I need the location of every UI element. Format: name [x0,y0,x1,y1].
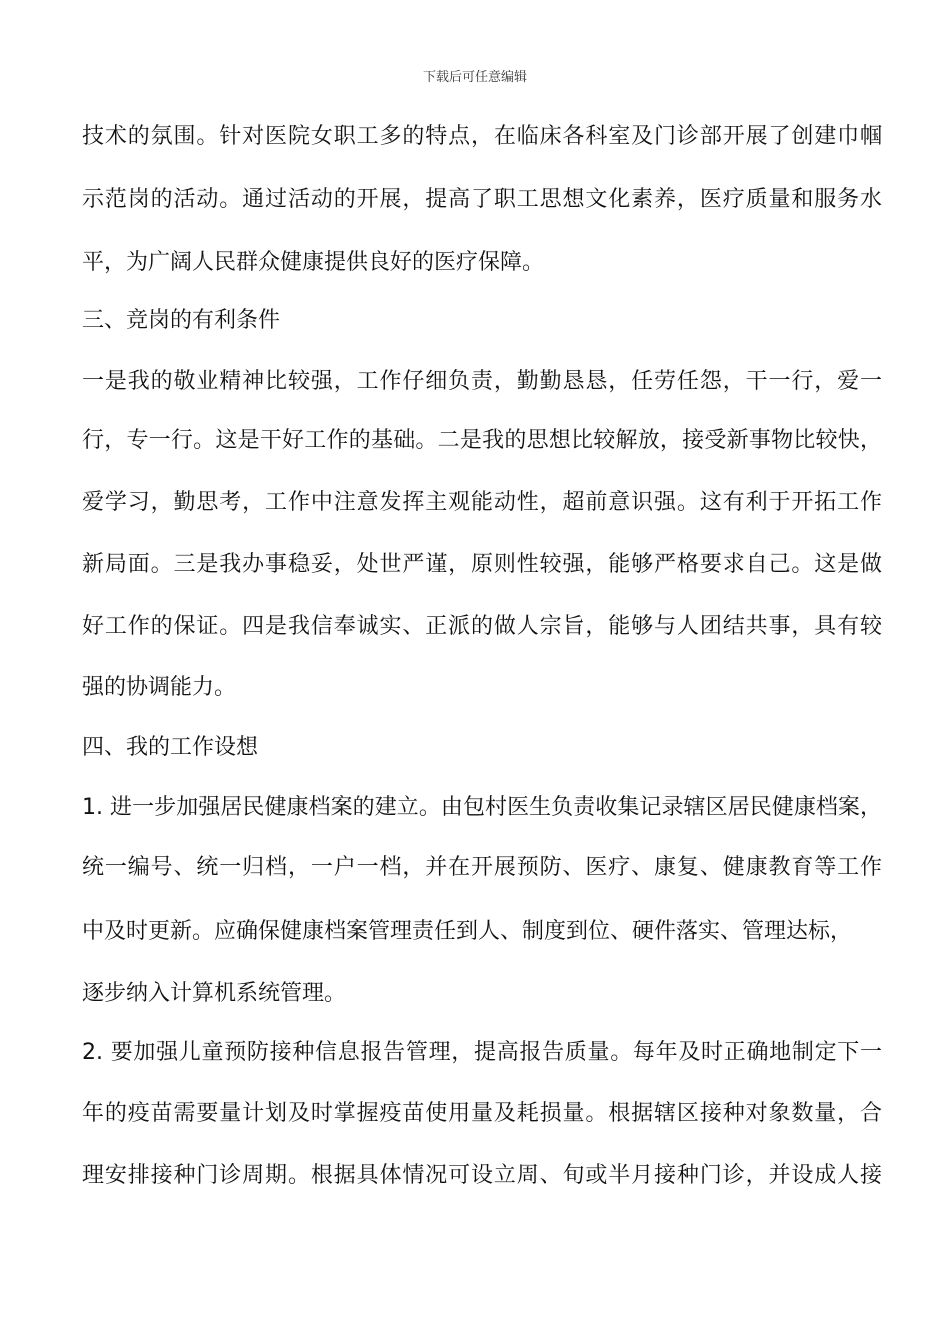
paragraph-line: 强的协调能力。 [82,675,237,700]
paragraph-line: 爱学习，勤思考，工作中注意发挥主观能动性，超前意识强。这有利于开拓工作 [82,490,882,515]
list-item-line: 1. 进一步加强居民健康档案的建立。由包村医生负责收集记录辖区居民健康档案， [82,795,882,820]
list-item-line: 逐步纳入计算机系统管理。 [82,981,347,1006]
list-item-line: 理安排接种门诊周期。根据具体情况可设立周、旬或半月接种门诊，并设成人接 [82,1163,882,1188]
paragraph-line: 技术的氛围。针对医院女职工多的特点，在临床各科室及门诊部开展了创建巾帼 [82,124,882,149]
section-heading: 四、我的工作设想 [82,735,259,760]
section-heading: 三、竞岗的有利条件 [82,308,281,333]
paragraph-line: 一是我的敬业精神比较强，工作仔细负责，勤勤恳恳，任劳任怨，干一行，爱一 [82,369,882,394]
list-item-line: 中及时更新。应确保健康档案管理责任到人、制度到位、硬件落实、管理达标， [82,919,853,944]
paragraph-line: 新局面。三是我办事稳妥，处世严谨，原则性较强，能够严格要求自己。这是做 [82,552,882,577]
paragraph-line: 平，为广阔人民群众健康提供良好的医疗保障。 [82,250,545,275]
list-item-line: 统一编号、统一归档，一户一档，并在开展预防、医疗、康复、健康教育等工作 [82,855,882,880]
page-header-note: 下载后可任意编辑 [422,70,527,85]
paragraph-line: 行，专一行。这是干好工作的基础。二是我的思想比较解放，接受新事物比较快， [82,428,882,453]
paragraph-line: 示范岗的活动。通过活动的开展，提高了职工思想文化素养，医疗质量和服务水 [82,187,882,212]
paragraph-line: 好工作的保证。四是我信奉诚实、正派的做人宗旨，能够与人团结共事，具有较 [82,614,882,639]
list-item-line: 2. 要加强儿童预防接种信息报告管理，提高报告质量。每年及时正确地制定下一 [82,1040,882,1065]
list-item-line: 年的疫苗需要量计划及时掌握疫苗使用量及耗损量。根据辖区接种对象数量，合 [82,1101,882,1126]
